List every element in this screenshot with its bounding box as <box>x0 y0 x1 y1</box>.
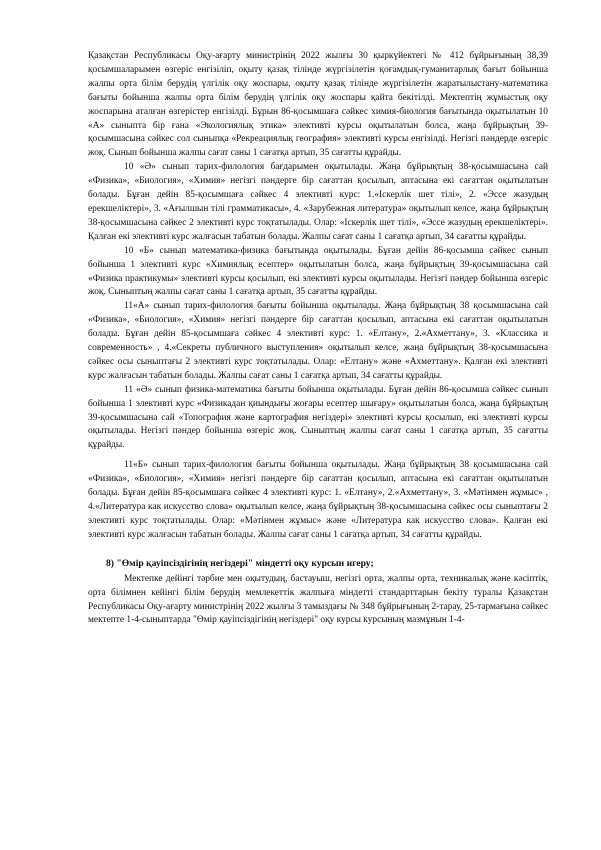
section-heading-life-safety: 8) "Өмір қауіпсіздігінің негіздері" міндетті оқу курсын игеру; <box>106 557 374 569</box>
paragraph-life-safety-course: Мектепке дейінгі тәрбие мен оқытудың, бастауыш, негізгі орта, жалпы орта, техникалық және кәсіптік, орта білімнен кейінгі білім берудің мемлекеттік жалпыға міндетті стандарттарын бекіту туралы Қазақстан Республикасы Оқу-ағарту министрінің 2022 жылғы 3 тамыздағы № 348 бұйрығының 2-тарау, 25-тармағына сәйкес мектепте 1-4-сыныптарда "Өмір қауіпсіздігінің негіздері" оқу курсы курсының мазмұнын 1-4- <box>88 573 548 626</box>
document-body <box>88 50 548 628</box>
paragraph-class-10a2: 10 «Ә» сынып тарих-филология бағдарымен оқытылады. Жаңа бұйрықтың 38-қосымшасына сай «Физика», «Биология», «Химия» негізгі пәндерге бір сағаттан қосылып, аптасына екі сағаттан оқытылатын болады. Бұған дейін 85-қосымшаға сәйкес 4 элективті курс: 1.«Іскерлік шет тілі», 2. «Эссе жазудың ерекшеліктері», 3. «Ағылшын тілі грамматикасы», 4. «Зарубежная литература» оқытылып келсе, жаңа бұйрықтың 38-қосымшасына сәйкес 2 элективті курс тоқтатылады. Олар: «Іскерлік шет тілі», «Эссе жазудың ерекшеліктері». Қалған екі элективті курс жалғасын табатын болады. Жалпы сағат саны 1 сағатқа артып, 34 сағатты құрайды. <box>88 162 548 242</box>
paragraph-class-11a: 11«А» сынып тарих-филология бағыты бойынша оқытылады. Жаңа бұйрықтың 38 қосымшасына сай «Физика», «Биология», «Химия» негізгі пәндерге бір сағаттан қосылып, аптасына екі сағаттан оқытылатын болады. Бұған дейін 85-қосымшаға сәйкес 4 элективті курс: 1. «Елтану», 2.«Ахметтану», 3. «Классика и современность» , 4.«Секреты публичного выступления» оқытылып келсе, жаңа бұйрықтың 38-қосымшасына сәйкес осы сыныптағы 2 элективті курс тоқтатылады. Олар: «Елтану» және «Ахметтану». Қалған екі элективті курс жалғасын табатын болады. Жалпы сағат саны 1 сағатқа артып, 34 сағатты құрайды. <box>88 301 548 381</box>
paragraph-order-amendments: Қазақстан Республикасы Оқу-ағарту министрінің 2022 жылғы 30 қыркүйектегі № 412 бұйрығының 38,39 қосымшаларымен өзгеріс енгізіліп, оқыту қазақ тілінде жүргізілетін қоғамдық-гуманитарлық бағыт бойынша жалпы орта білім берудің үлгілік оқу жоспары, оқыту қазақ тілінде жүргізілетін жаратылыстану-математика бағыты бойынша жалпы орта білім берудің үлгілік оқу жоспары қайта бекітілді. Мектептің жұмыстық оқу жоспарына аталған өзгерістер енгізілді. Бұрын 86-қосымшаға сәйкес химия-биология бағытында оқытылатын 10 «А» сыныпта бір ғана «Экологиялық этика» элективті курсы оқытылатын болса, жаңа бұйрықтың 39-қосымшасына сәйкес сол сыныпқа «Рекреациялық география» элективті курсы енгізілді. Негізгі пәндерде өзгеріс жоқ. Сынып бойынша жалпы сағат саны 1 сағатқа артып, 35 сағатты құрайды. <box>88 51 548 159</box>
paragraph-class-10b: 10 «Б» сынып математика-физика бағытында оқытылады. Бұған дейін 86-қосымша сәйкес сынып бойынша 1 элективті курс «Химиялық есептер» оқытылатын болса, жаңа бұйрықтың 39-қосымшасына сай «Физика практикумы» элективті курсы қосылып, екі элективті курсы оқытылады. Негізгі пәндер бойынша өзгеріс жоқ. Сыныптың жалпы сағат саны 1 сағатқа артып, 35 сағатты құрайды. <box>88 245 548 298</box>
paragraph-class-11a2: 11 «Ә» сынып физика-математика бағыты бойынша оқытылады. Бұған дейін 86-қосымша сәйкес сынып бойынша 1 элективті курс «Физикадан қиындығы жоғары есептер шығару» оқытылатын болса, жаңа бұйрықтың 39-қосымшасына сай «Топография және картография негіздері» элективті курсы қосылып, екі элективті курсы оқытылады. Негізгі пәндер бойынша өзгеріс жоқ. Сыныптың жалпы сағат саны 1 сағатқа артып, 35 сағатты құрайды. <box>88 384 548 451</box>
paragraph-class-11b: 11«Б» сынып тарих-филология бағыты бойынша оқытылады. Жаңа бұйрықтың 38 қосымшасына сай «Физика», «Биология», «Химия» негізгі пәндерге бір сағаттан қосылып, аптасына екі сағаттан оқытылатын болады. Бұған дейін 85-қосымшаға сәйкес 4 элективті курс: 1. «Елтану», 2.«Ахметтану», 3. «Мәтінмен жұмыс» , 4.«Литература как искусство слова» оқытылып келсе, жаңа бұйрықтың 38-қосымшасына сәйкес осы сыныптағы 2 элективті курс тоқтатылады. Олар: «Мәтінмен жұмыс» және «Литература как искусство слова». Қалған екі элективті курс жалғасын табатын болады. Жалпы сағат саны 1 сағатқа артып, 34 сағатты құрайды. <box>88 460 548 540</box>
